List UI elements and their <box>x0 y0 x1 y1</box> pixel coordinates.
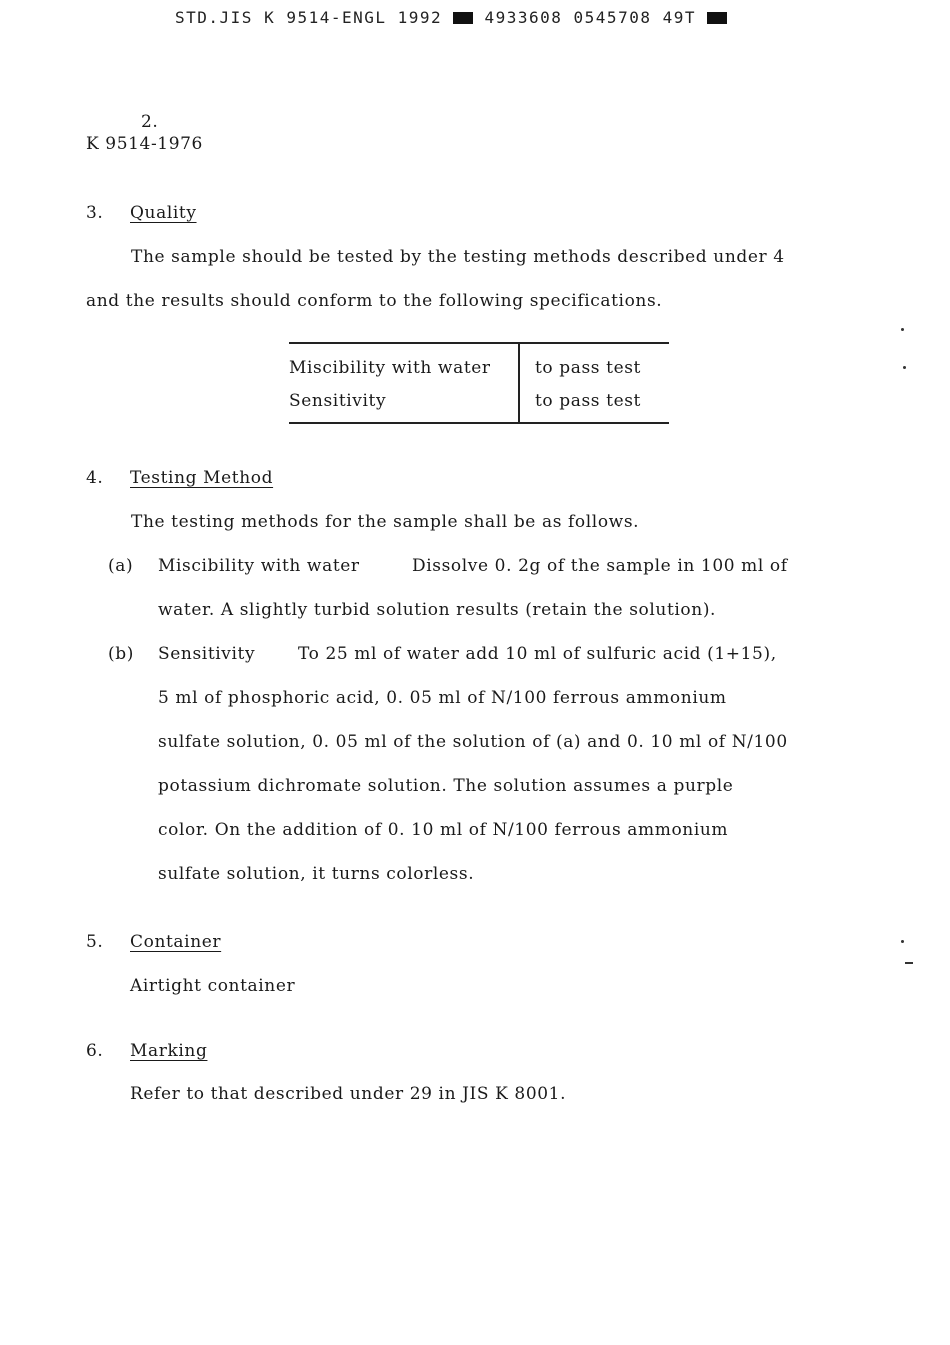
item-b-line-4: potassium dichromate solution. The solution assumes a purple <box>158 776 734 796</box>
document-id: K 9514-1976 <box>86 134 203 154</box>
item-a-line-2: water. A slightly turbid solution results (retain the solution). <box>158 600 717 620</box>
table-cell-item: Miscibility with water <box>289 358 491 378</box>
specification-table <box>289 342 669 424</box>
item-b-label: (b) <box>108 644 134 664</box>
item-b-line-2: 5 ml of phosphoric acid, 0. 05 ml of N/100 ferrous ammonium <box>158 688 727 708</box>
section-5-number: 5. <box>86 932 104 952</box>
item-b-name: Sensitivity <box>158 644 256 664</box>
scan-speck <box>901 328 904 331</box>
document-header <box>175 8 727 27</box>
section-5-title: Container <box>130 932 222 952</box>
scan-speck <box>905 962 913 964</box>
section-6-number: 6. <box>86 1041 104 1061</box>
item-b-line-5: color. On the addition of 0. 10 ml of N/100 ferrous ammonium <box>158 820 729 840</box>
item-b-line-6: sulfate solution, it turns colorless. <box>158 864 475 884</box>
item-a-line-1: Dissolve 0. 2g of the sample in 100 ml of <box>412 556 788 576</box>
section-3-title: Quality <box>130 203 197 223</box>
item-b-line-3: sulfate solution, 0. 05 ml of the solution of (a) and 0. 10 ml of N/100 <box>158 732 788 752</box>
page-number: 2. <box>141 112 159 132</box>
item-b-line-1: To 25 ml of water add 10 ml of sulfuric acid (1+15), <box>298 644 777 664</box>
section-5-body: Airtight container <box>130 976 296 996</box>
scan-speck <box>903 366 906 369</box>
item-a-label: (a) <box>108 556 134 576</box>
section-4-number: 4. <box>86 468 104 488</box>
section-3-number: 3. <box>86 203 104 223</box>
section-6-body: Refer to that described under 29 in JIS K 8001. <box>130 1084 567 1104</box>
header-code: STD.JIS K 9514-ENGL 1992 <box>175 8 443 27</box>
section-3-paragraph-line-2: and the results should conform to the following specifications. <box>86 291 663 311</box>
section-6-title: Marking <box>130 1041 208 1061</box>
header-serial: 4933608 0545708 49T <box>484 8 696 27</box>
table-divider <box>518 344 520 422</box>
item-a-name: Miscibility with water <box>158 556 360 576</box>
black-bar-mark <box>453 12 473 24</box>
scan-speck <box>901 940 904 943</box>
black-bar-mark <box>707 12 727 24</box>
section-4-title: Testing Method <box>130 468 274 488</box>
table-cell-spec: to pass test <box>535 358 641 378</box>
table-cell-spec: to pass test <box>535 391 641 411</box>
section-3-paragraph-line-1: The sample should be tested by the testing methods described under 4 <box>131 247 785 267</box>
section-4-intro: The testing methods for the sample shall be as follows. <box>131 512 640 532</box>
table-cell-item: Sensitivity <box>289 391 387 411</box>
